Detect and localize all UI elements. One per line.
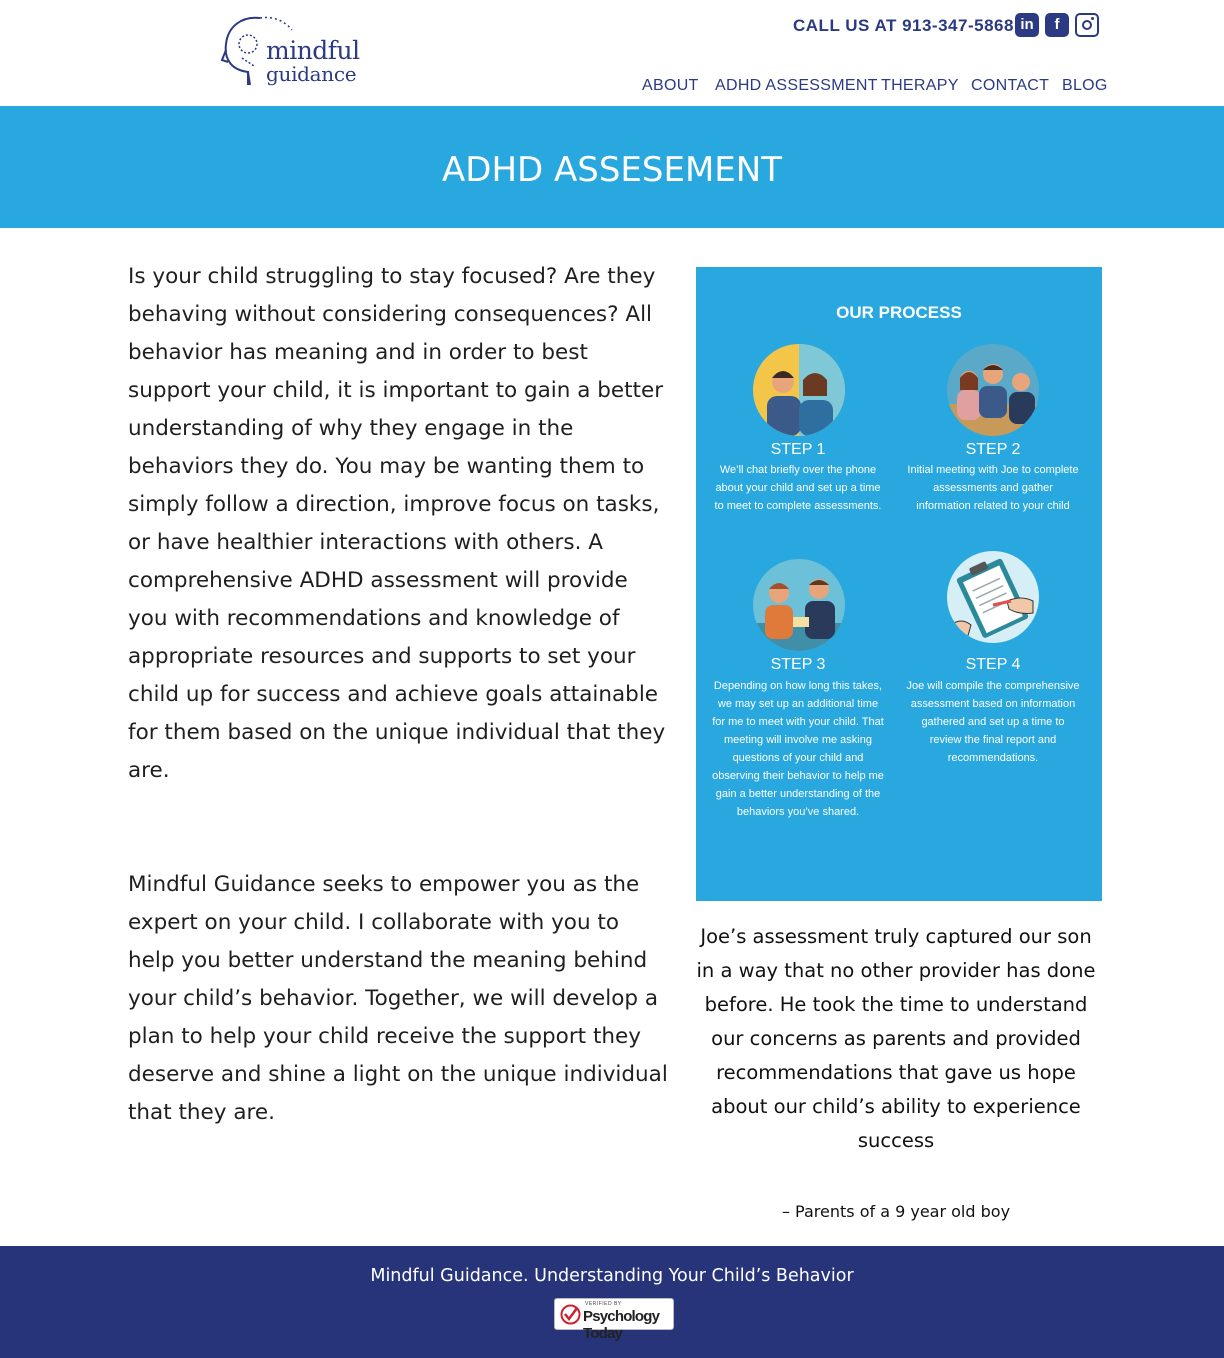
site-header (0, 0, 1224, 106)
step-1-illustration (753, 344, 845, 436)
step-3-label: STEP 3 (770, 656, 826, 673)
psychology-today-badge[interactable] (554, 1298, 674, 1342)
step-1-label: STEP 1 (770, 441, 826, 458)
nav-therapy[interactable]: THERAPY (881, 77, 959, 94)
our-process-card (696, 267, 1102, 901)
step-2-label: STEP 2 (965, 441, 1021, 458)
page-title: ADHD ASSESEMENT (442, 150, 782, 190)
step-3-description: Depending on how long this takes, we may set up an additional time for me to meet with your child. That meeting will involve me asking questions of your child and observing their behavior to help me gain a better understanding of the behaviors you’ve shared. (712, 680, 884, 818)
testimonial-quote: Joe’s assessment truly captured our son in a way that no other provider has done before. He took the time to understand our concerns as parents and provided recommendations that gave us hope about our child’s ability to experience success (696, 925, 1096, 1152)
badge-verified-by: VERIFIED BY (585, 1301, 622, 1307)
empower-paragraph: Mindful Guidance seeks to empower you as the expert on your child. I collaborate with you to help you better understand the meaning behind your child’s behavior. Together, we will develop a plan to help your child receive the support they deserve and shine a light on the unique individual that they are. (128, 872, 668, 1125)
step-2-description: Initial meeting with Joe to complete assessments and gather information related to your child (907, 464, 1079, 512)
step-4-image (947, 551, 1039, 643)
process-title: OUR PROCESS (836, 303, 962, 322)
step-3-illustration (753, 559, 845, 651)
footer-tagline: Mindful Guidance. Understanding Your Child’s Behavior (370, 1266, 854, 1286)
verified-check-icon (560, 1304, 581, 1325)
logo-text-mindful: mindful (266, 36, 360, 65)
nav-contact[interactable]: CONTACT (971, 77, 1050, 94)
mindful-guidance-logo[interactable] (218, 10, 378, 90)
step-1-image (753, 344, 845, 436)
instagram-dot (1091, 17, 1094, 20)
testimonial-author: – Parents of a 9 year old boy (781, 1202, 1011, 1221)
step-3-image (753, 559, 845, 651)
step-1-description: We’ll chat briefly over the phone about your child and set up a time to meet to complete assessments. (714, 464, 882, 512)
linkedin-icon[interactable]: in (1015, 13, 1039, 37)
instagram-ring (1082, 20, 1092, 30)
intro-paragraph: Is your child struggling to stay focused? Are they behaving without considering consequences? All behavior has meaning and in order to best support your child, it is important to gain a better understanding of why they engage in the behaviors they do. You may be wanting them to simply follow a direction, improve focus on tasks, or have healthier interactions with others. A comprehensive ADHD assessment will provide you with recommendations and knowledge of appropriate resources and supports to set your child up for success and achieve goals attainable for them based on the unique individual that they are. (128, 264, 666, 783)
facebook-icon[interactable]: f (1045, 13, 1069, 37)
step-2-illustration (947, 344, 1039, 436)
step-4-illustration (947, 551, 1039, 643)
instagram-icon[interactable] (1075, 13, 1099, 37)
page-banner (0, 106, 1224, 228)
step-4-label: STEP 4 (965, 656, 1021, 673)
nav-blog[interactable]: BLOG (1062, 77, 1108, 94)
step-2-image (947, 344, 1039, 436)
nav-adhd-assessment[interactable]: ADHD ASSESSMENT (715, 77, 878, 94)
step-4-description: Joe will compile the comprehensive assessment based on information gathered and set up a time to review the final report and recommendations. (906, 680, 1080, 764)
site-footer (0, 1246, 1224, 1358)
logo-text-guidance: guidance (266, 62, 357, 86)
badge-psychology-today: Psychology Today (583, 1308, 660, 1342)
nav-about[interactable]: ABOUT (642, 77, 699, 94)
call-us-phone[interactable]: CALL US AT 913-347-5868 (793, 16, 1014, 35)
